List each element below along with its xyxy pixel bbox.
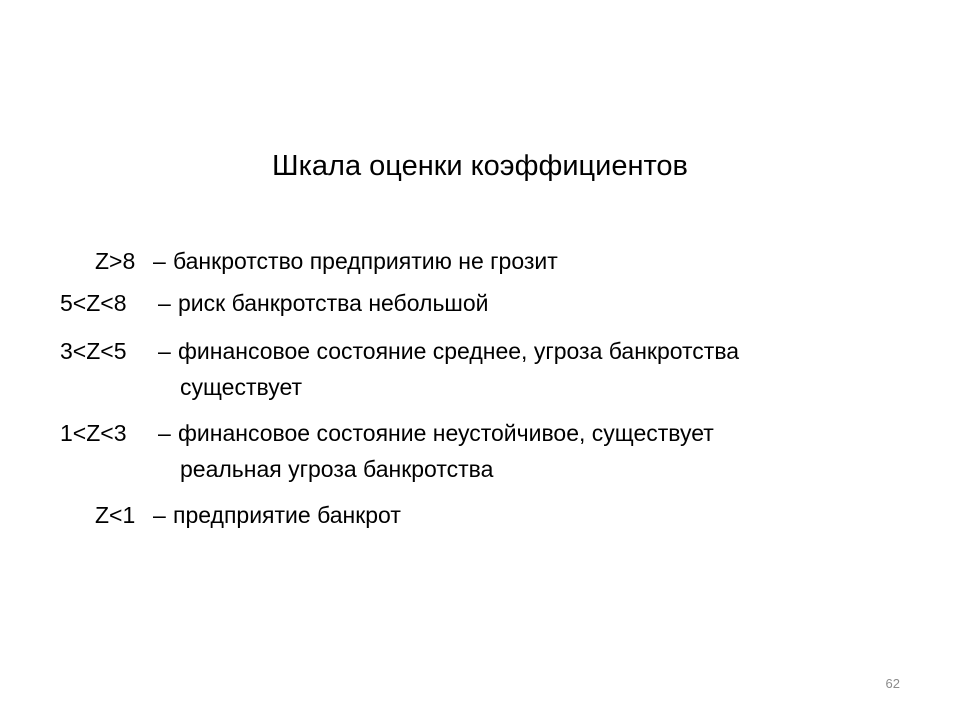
scale-row-z-5-to-8 <box>60 286 489 320</box>
scale-description-continuation: существует <box>180 374 303 400</box>
scale-dash: – <box>153 248 166 274</box>
scale-condition: 1<Z<3 <box>60 420 127 446</box>
scale-condition: Z>8 <box>95 248 136 274</box>
scale-dash: – <box>158 290 171 316</box>
scale-row-z-below-1 <box>95 498 401 532</box>
scale-row-z-above-8 <box>95 244 558 278</box>
scale-condition: Z<1 <box>95 502 136 528</box>
scale-description: финансовое состояние среднее, угроза банкротства <box>178 338 740 364</box>
scale-description: финансовое состояние неустойчивое, существует <box>178 420 714 446</box>
scale-description: банкротство предприятию не грозит <box>173 248 558 274</box>
scale-condition: 3<Z<5 <box>60 338 127 364</box>
page-number: 62 <box>885 676 900 691</box>
scale-condition: 5<Z<8 <box>60 290 127 316</box>
scale-description-continuation: реальная угроза банкротства <box>180 456 494 482</box>
scale-description: риск банкротства небольшой <box>178 290 489 316</box>
scale-dash: – <box>158 338 171 364</box>
slide-title: Шкала оценки коэффициентов <box>272 150 688 182</box>
scale-dash: – <box>158 420 171 446</box>
scale-dash: – <box>153 502 166 528</box>
scale-row-z-3-to-5 <box>60 334 740 400</box>
scale-row-z-1-to-3 <box>60 416 714 482</box>
scale-description: предприятие банкрот <box>173 502 401 528</box>
